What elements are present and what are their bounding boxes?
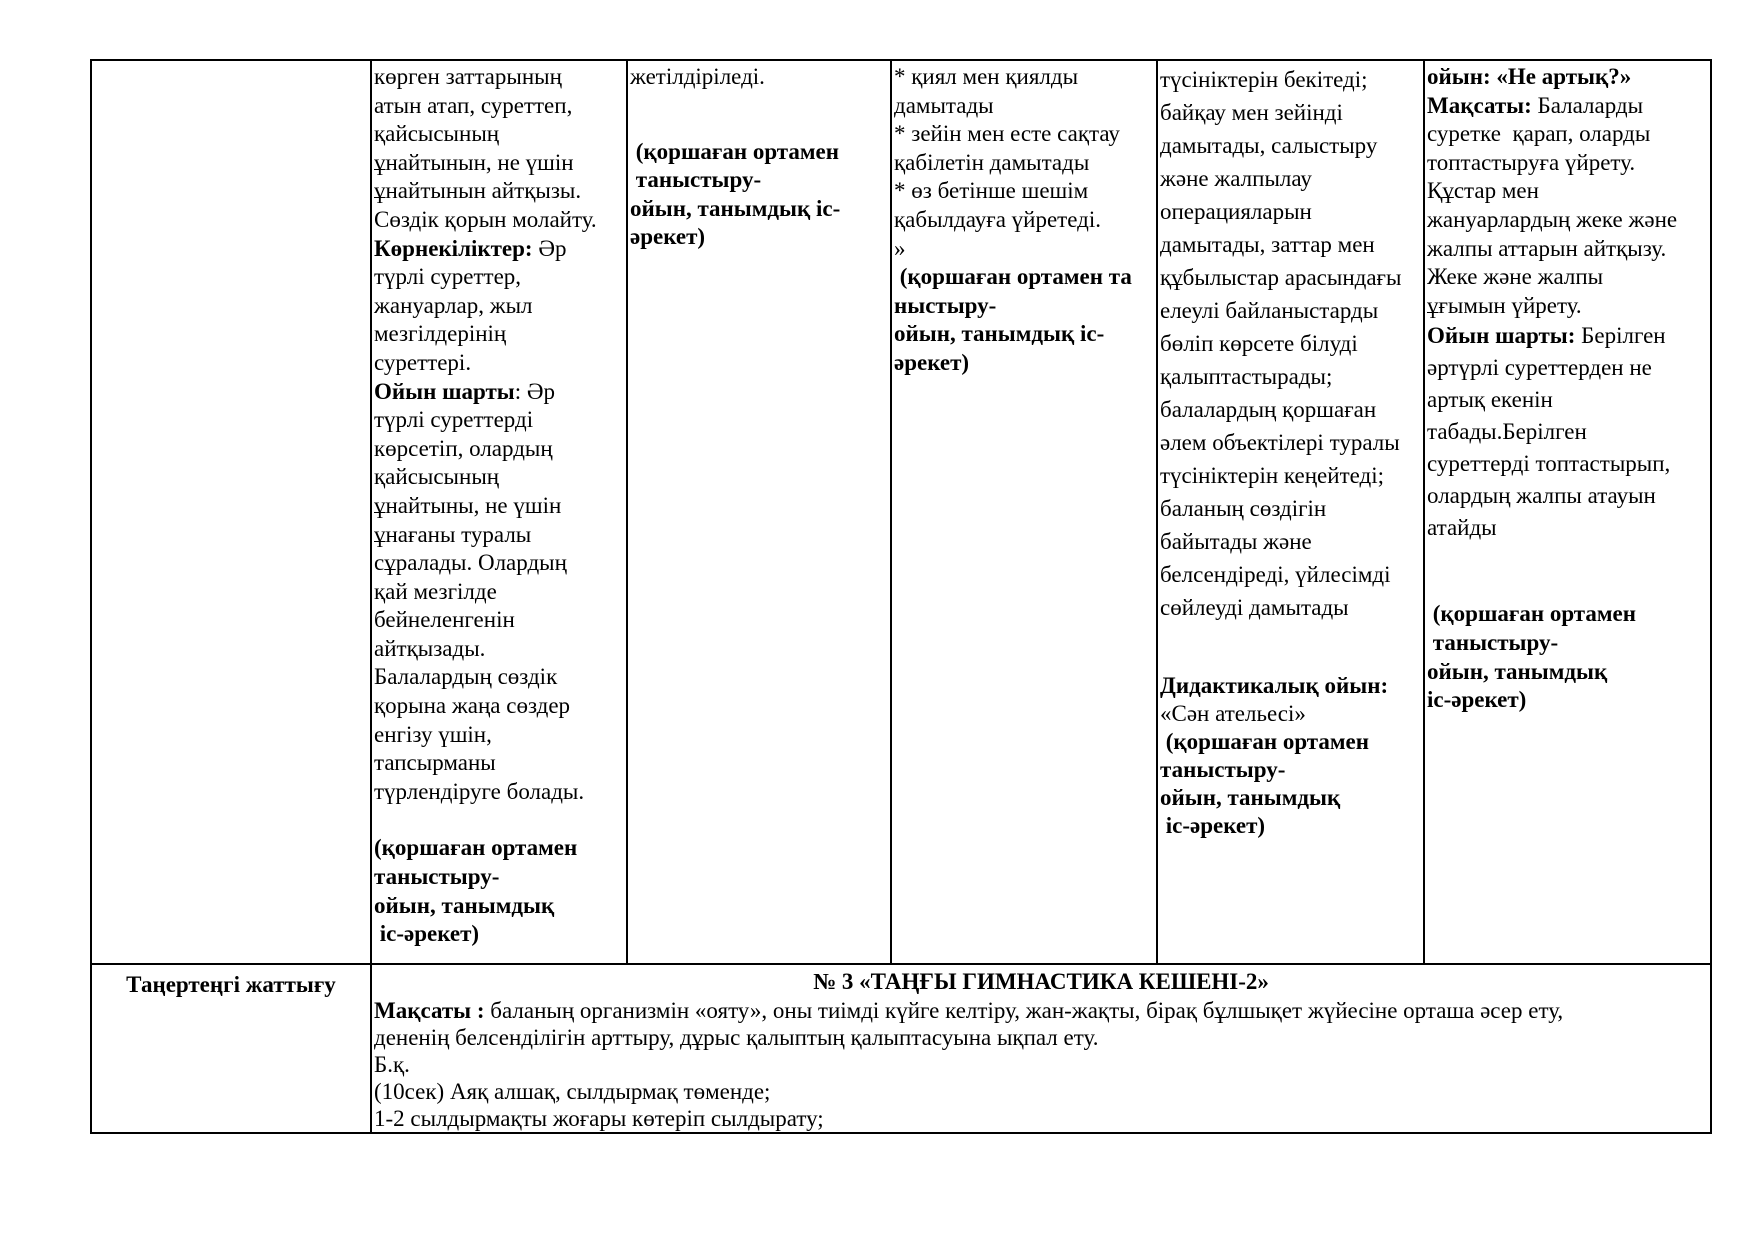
category-line: (қоршаған ортамен	[1160, 729, 1370, 754]
category-line: (қоршаған ортамен та	[894, 264, 1132, 290]
empty-label-cell	[91, 60, 371, 964]
cell5-category	[1160, 728, 1421, 840]
text-line: Сөздік қорын молайту.	[374, 206, 597, 232]
text-line: * зейін мен есте сақтау	[894, 121, 1120, 147]
exercise-goal-text: баланың организмін «ояту», оны тиімді күйге келтіру, жан-жақты, бірақ бұлшықет жүйесіне орташа әсер ету,	[484, 998, 1564, 1023]
goal-line: жануарлардың жеке және	[1427, 206, 1678, 232]
rules-line: олардың жалпы атауын	[1427, 483, 1656, 509]
text-line: ұнайтынын, не үшін	[374, 149, 574, 175]
text-line: айтқызады.	[374, 635, 486, 661]
text-line: және жалпылау	[1160, 166, 1312, 191]
category-line: ойын, танымдық	[1160, 785, 1341, 810]
goal-text: Балаларды	[1531, 92, 1644, 118]
game-title: «Не артық?»	[1496, 64, 1632, 89]
text-line: бейнеленгенін	[374, 607, 515, 633]
text-line: операцияларын	[1160, 199, 1312, 224]
category-line: таныстыру-	[1427, 629, 1559, 655]
goal-line: Құстар мен	[1427, 178, 1539, 204]
text-line: дамытады, заттар мен	[1160, 232, 1375, 257]
section-text: Әр	[532, 235, 567, 261]
goal-line: Жеке және жалпы	[1427, 264, 1604, 290]
text-line: ұнағаны туралы	[374, 521, 532, 547]
goal-line: топтастыруға үйрету.	[1427, 149, 1636, 175]
activity-cell-3	[627, 60, 891, 964]
exercise-step-2: 1-2 сылдырмақты жоғары көтеріп сылдырату;	[374, 1106, 824, 1131]
exercise-goal-text-2: дененің белсенділігін арттыру, дұрыс қалыптың қалыптасуына ықпал ету.	[374, 1025, 1099, 1050]
category-line: ойын, танымдық	[1427, 658, 1608, 684]
activity-row	[91, 60, 1711, 964]
category-line: таныстыру-	[630, 167, 762, 193]
text-line: көрсетіп, олардың	[374, 435, 553, 461]
exercise-description-cell	[371, 964, 1711, 1133]
text-line: қалыптастырады;	[1160, 364, 1333, 389]
text-line: түсініктерін кеңейтеді;	[1160, 463, 1385, 488]
cell6-category	[1427, 600, 1708, 714]
text-line: бөліп көрсете білуді	[1160, 331, 1358, 356]
text-line: қабылдауға үйретеді.	[894, 206, 1101, 232]
text-line: балалардың қоршаған	[1160, 397, 1377, 422]
game-title-prefix: ойын:	[1427, 64, 1497, 89]
category-line: іс-әрекет)	[1160, 813, 1266, 838]
text-line: енгізу үшін,	[374, 721, 492, 747]
text-line: түрлі суреттер,	[374, 264, 522, 290]
category-line: таныстыру-	[1160, 757, 1286, 782]
cell5-goals	[1160, 63, 1421, 624]
text-line: байытады және	[1160, 529, 1312, 554]
text-line: Балалардың сөздік	[374, 664, 558, 690]
category-line: ойын, танымдық іс-	[630, 195, 841, 221]
didactic-game-name: «Сән ательесі»	[1160, 701, 1306, 726]
rules-label: Ойын шарты:	[1427, 323, 1576, 349]
text-line: дамытады	[894, 92, 994, 118]
text-line: ұнайтыны, не үшін	[374, 492, 562, 518]
rules-line: суреттерді топтастырып,	[1427, 451, 1671, 477]
rules-text: Берілген	[1575, 323, 1666, 349]
didactic-game-label: Дидактикалық ойын:	[1160, 673, 1389, 698]
category-line: әрекет)	[894, 349, 970, 375]
text-line: қайсысының	[374, 464, 500, 490]
activity-cell-4	[891, 60, 1157, 964]
section-label: Ойын шарты	[374, 378, 515, 404]
rules-line: артық екенін	[1427, 387, 1553, 413]
text-line: суреттері.	[374, 349, 472, 375]
exercise-title: № 3 «ТАҢҒЫ ГИМНАСТИКА КЕШЕНІ-2»	[813, 969, 1269, 994]
category-line: іс-әрекет)	[374, 921, 480, 947]
text-line: »	[894, 235, 906, 261]
text-line: түрлі суреттерді	[374, 407, 534, 433]
activity-cell-2	[371, 60, 627, 964]
text-line: жануарлар, жыл	[374, 292, 533, 318]
goal-line: жалпы аттарын айтқызу.	[1427, 235, 1667, 261]
text-line: * қиял мен қиялды	[894, 64, 1079, 89]
category-line: ойын, танымдық	[374, 892, 555, 918]
text-line: қабілетін дамытады	[894, 149, 1090, 175]
text-line: елеулі байланыстарды	[1160, 298, 1379, 323]
text-line: атын атап, суреттеп,	[374, 92, 573, 118]
text-line: сөйлеуді дамытады	[1160, 595, 1349, 620]
cell4-goals	[894, 63, 1154, 263]
text-line: түрлендіруге болады.	[374, 778, 585, 804]
category-line: (қоршаған ортамен	[1427, 601, 1637, 627]
text-line: тапсырманы	[374, 750, 496, 776]
goal-line: суретке қарап, оларды	[1427, 121, 1651, 147]
category-line: ойын, танымдық іс-	[894, 321, 1105, 347]
cell3-category	[630, 138, 888, 252]
text-line: баланың сөздігін	[1160, 496, 1327, 521]
section-text: : Әр	[514, 378, 556, 404]
text-line: әлем объектілері туралы	[1160, 430, 1400, 455]
goal-line: ұғымын үйрету.	[1427, 292, 1582, 318]
rules-line: табады.Берілген	[1427, 419, 1587, 445]
row-label-morning-exercise: Таңертеңгі жаттығу	[91, 964, 371, 1133]
text-line: дамытады, салыстыру	[1160, 133, 1378, 158]
text-line: түсініктерін бекітеді;	[1160, 67, 1368, 92]
lesson-plan-table	[90, 59, 1712, 1134]
text-line: көрген заттарының	[374, 64, 562, 89]
category-line: (қоршаған ортамен	[374, 835, 578, 861]
text-line: қай мезгілде	[374, 578, 497, 604]
activity-cell-5	[1157, 60, 1424, 964]
rules-line: атайды	[1427, 515, 1497, 541]
goal-label: Мақсаты:	[1427, 92, 1532, 118]
rules-line: әртүрлі суреттерден не	[1427, 355, 1652, 381]
exercise-step-1: (10сек) Аяқ алшақ, сылдырмақ төменде;	[374, 1079, 771, 1104]
category-line: ныстыру-	[894, 292, 997, 318]
activity-cell-6	[1424, 60, 1711, 964]
text-line: ұнайтынын айтқызы.	[374, 178, 582, 204]
category-line: әрекет)	[630, 224, 706, 250]
morning-exercise-row	[91, 964, 1711, 1133]
text-line: белсендіреді, үйлесімді	[1160, 562, 1391, 587]
section-label: Көрнекіліктер:	[374, 235, 533, 261]
category-line: таныстыру-	[374, 864, 500, 890]
text-line: байқау мен зейінді	[1160, 100, 1343, 125]
category-line: (қоршаған ортамен	[630, 138, 840, 164]
text-line: қорына жаңа сөздер	[374, 693, 571, 719]
cell4-category	[894, 263, 1154, 377]
text-line: қайсысының	[374, 121, 500, 147]
text-line: мезгілдерінің	[374, 321, 507, 347]
text-line: құбылыстар арасындағы	[1160, 265, 1402, 290]
text-line: * өз бетінше шешім	[894, 178, 1089, 204]
text-line: сұралады. Олардың	[374, 550, 567, 576]
category-line: іс-әрекет)	[1427, 687, 1527, 713]
starting-position: Б.қ.	[374, 1052, 410, 1077]
exercise-goal-label: Мақсаты :	[374, 998, 485, 1023]
cell3-text: жетілдіріледі.	[630, 64, 765, 89]
